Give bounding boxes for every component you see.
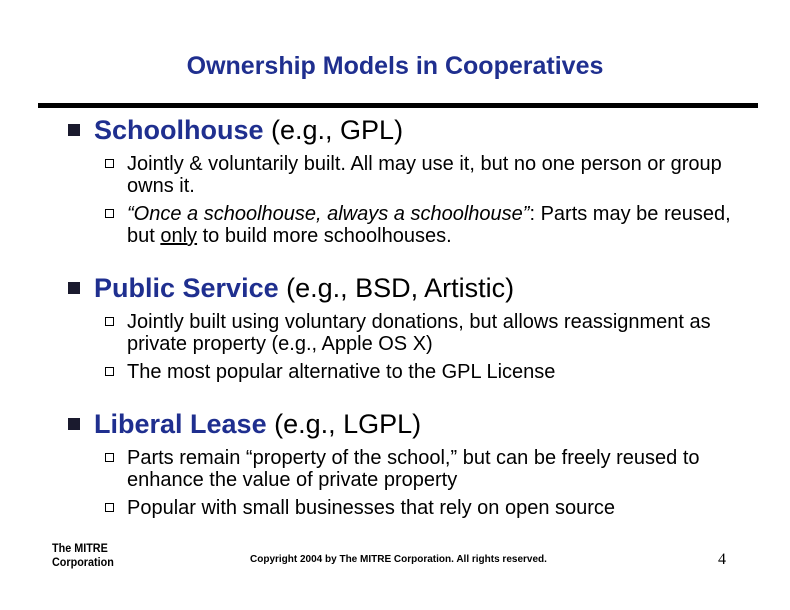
section-public-service [68, 271, 747, 383]
slide-title: Ownership Models in Cooperatives [186, 52, 604, 80]
heading-example: (e.g., BSD, Artistic) [278, 273, 515, 303]
heading-example: (e.g., GPL) [263, 115, 404, 145]
hollow-square-bullet-icon [105, 317, 114, 326]
sub-bullet [105, 153, 747, 197]
sub-bullet [105, 497, 747, 519]
sub-bullet [105, 311, 747, 355]
heading-example: (e.g., LGPL) [266, 409, 422, 439]
section-schoolhouse [68, 113, 747, 247]
sub-bullet-text: The most popular alternative to the GPL License [127, 361, 556, 383]
title-divider [38, 103, 758, 108]
sub-bullet [105, 203, 747, 247]
square-bullet-icon [68, 124, 80, 136]
hollow-square-bullet-icon [105, 453, 114, 462]
sub-bullet-text: : Parts may be reused, but [127, 203, 731, 247]
square-bullet-icon [68, 282, 80, 294]
org-line-1: The MITRE [52, 541, 108, 555]
emphasis-text: only [160, 225, 198, 247]
org-line-2: Corporation [52, 555, 114, 569]
sub-bullet [105, 361, 747, 383]
section-heading [94, 271, 514, 305]
sub-bullet-text: Jointly & voluntarily built. All may use it, but no one person or group owns it. [127, 153, 722, 197]
hollow-square-bullet-icon [105, 209, 114, 218]
hollow-square-bullet-icon [105, 503, 114, 512]
sub-bullet [105, 447, 747, 491]
square-bullet-icon [68, 418, 80, 430]
hollow-square-bullet-icon [105, 367, 114, 376]
organization-logo-text [52, 541, 114, 569]
sub-bullet-text: to build more schoolhouses. [197, 225, 452, 247]
section-heading [94, 407, 421, 441]
sub-bullet-text: Jointly built using voluntary donations, but allows reassignment as private property (e.g., Apple OS X) [127, 311, 711, 355]
heading-term: Public Service [94, 273, 279, 303]
section-liberal-lease [68, 407, 747, 519]
page-number: 4 [718, 551, 726, 568]
heading-term: Liberal Lease [94, 409, 267, 439]
sub-bullet-text: Popular with small businesses that rely on open source [127, 497, 616, 519]
hollow-square-bullet-icon [105, 159, 114, 168]
heading-term: Schoolhouse [94, 115, 264, 145]
copyright-notice: Copyright 2004 by The MITRE Corporation. All rights reserved. [250, 554, 547, 565]
sub-bullet-text: Parts remain “property of the school,” but can be freely reused to enhance the value of private property [127, 447, 700, 491]
quote-text: “Once a schoolhouse, always a schoolhouse” [127, 203, 530, 225]
section-heading [94, 113, 403, 147]
